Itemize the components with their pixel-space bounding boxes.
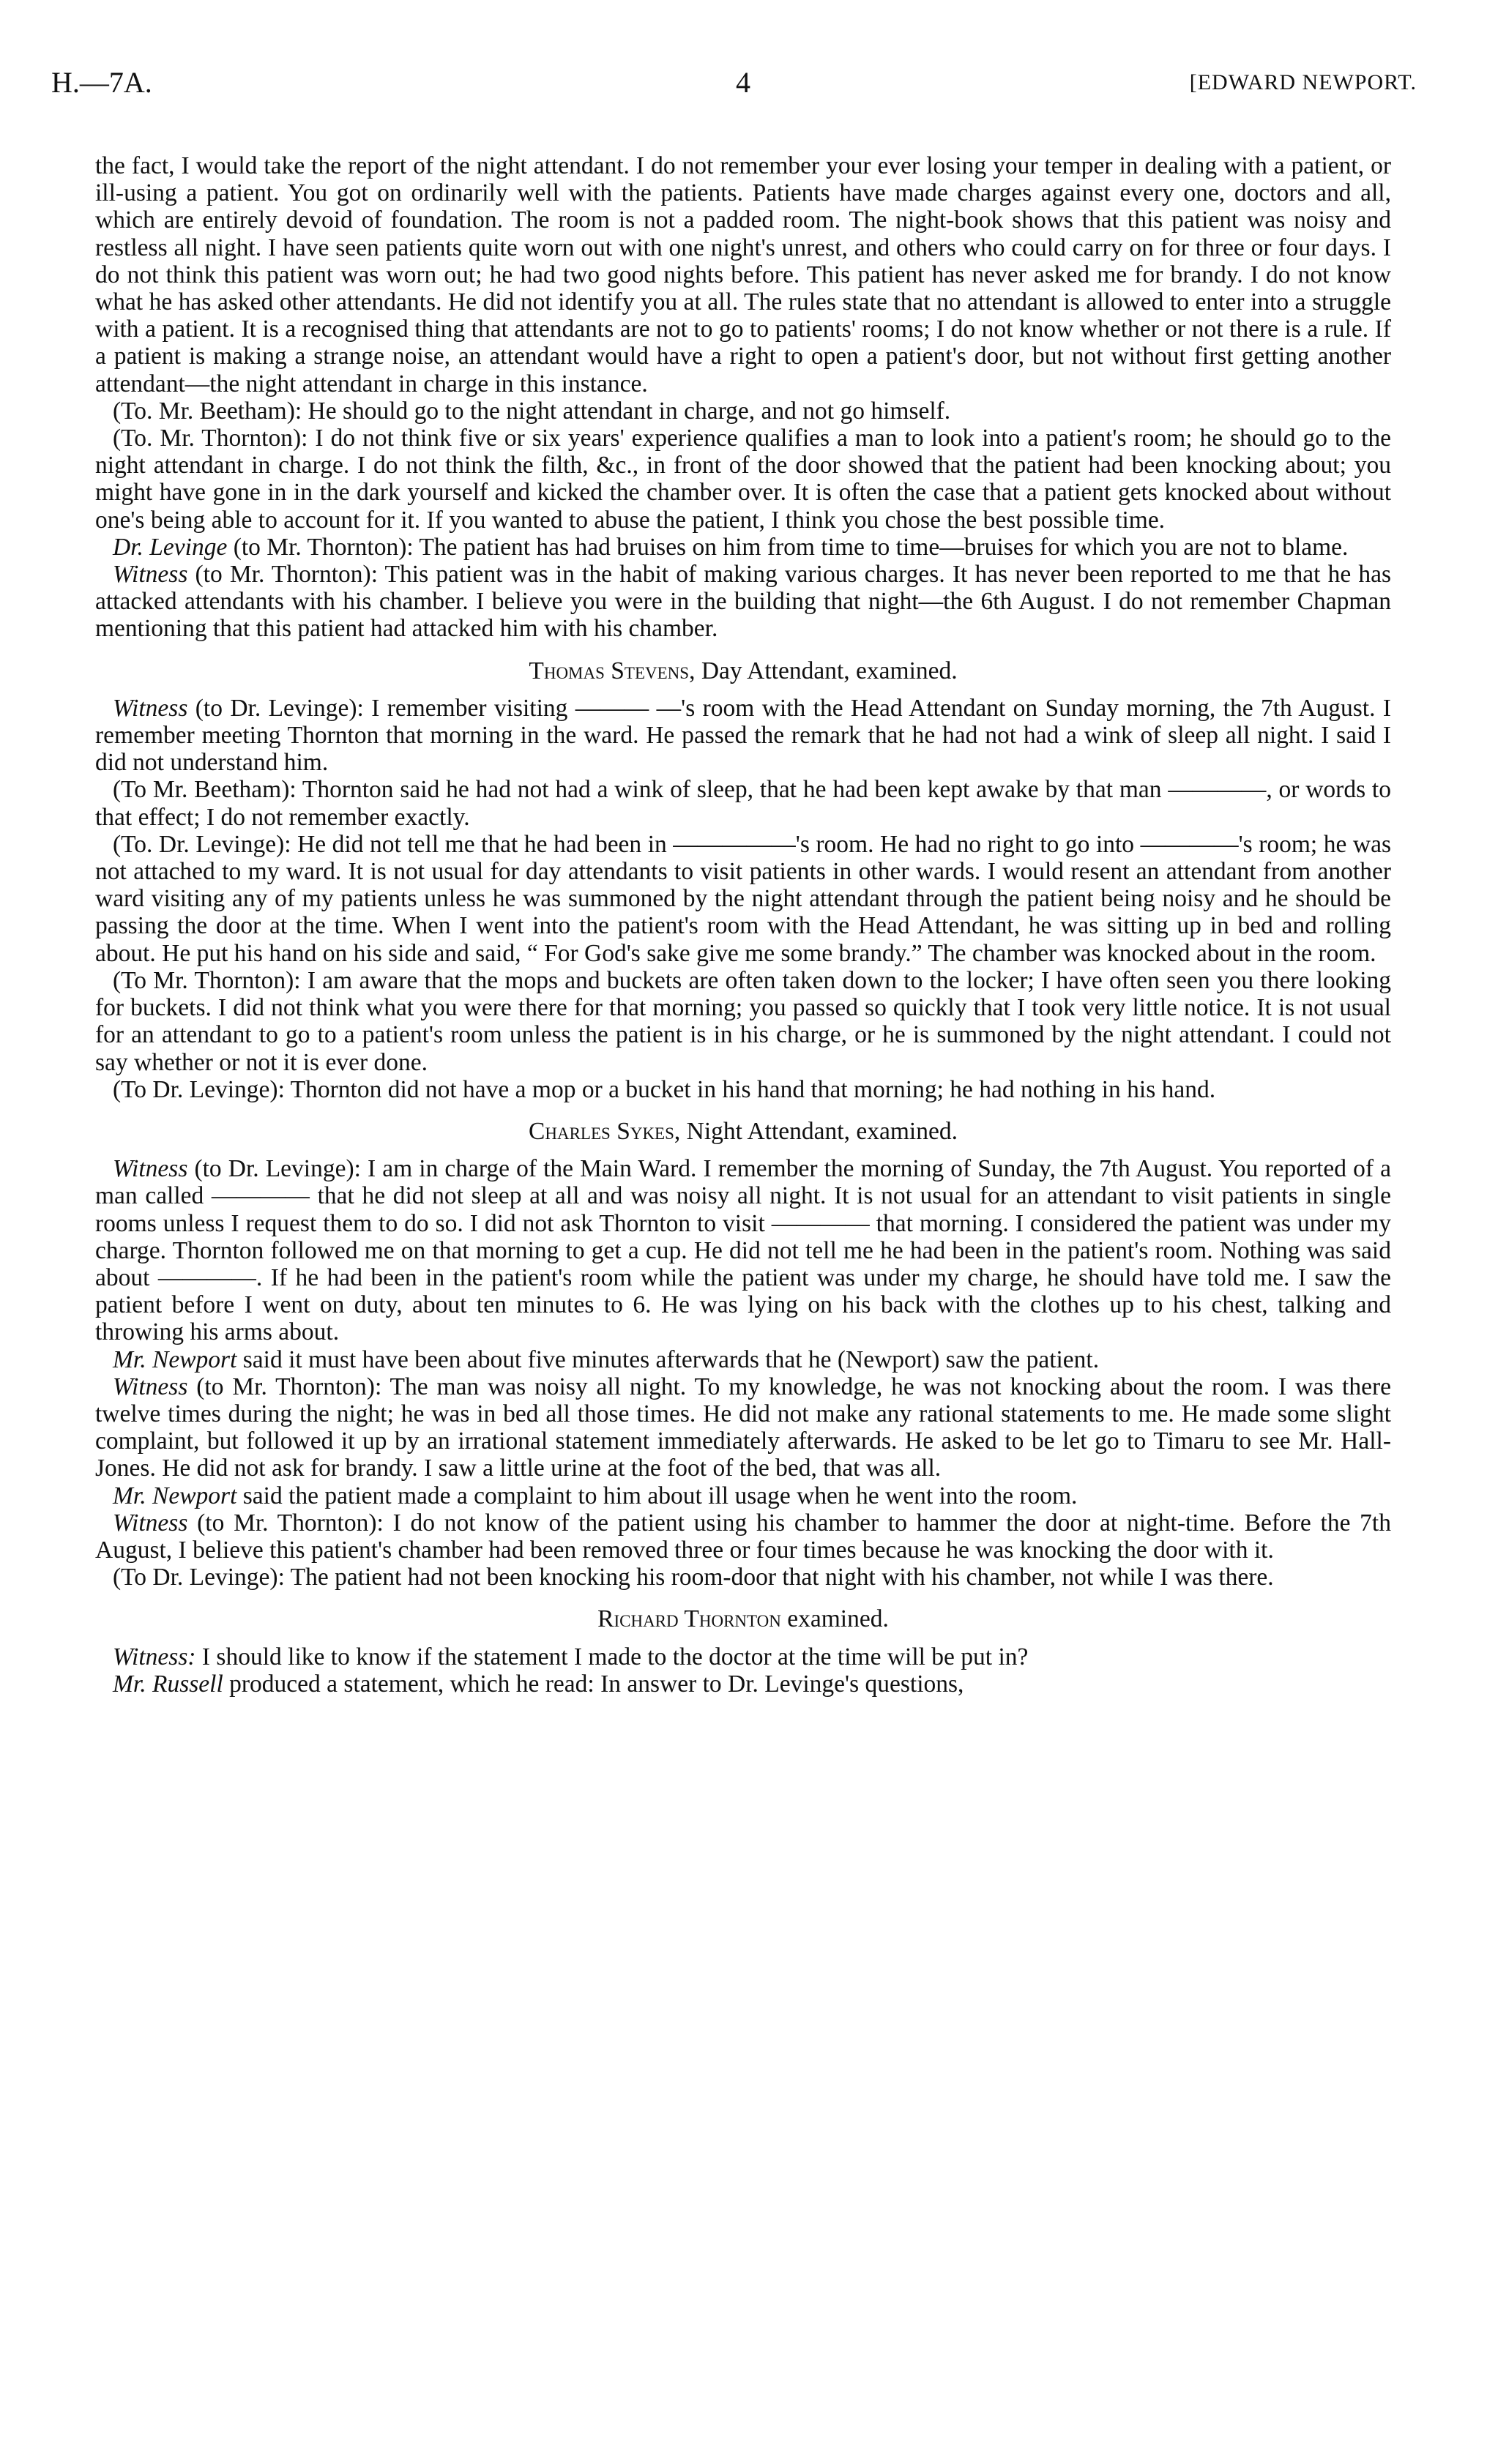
section-heading	[95, 1605, 1391, 1632]
witness-name: Charles Sykes	[529, 1117, 674, 1145]
paragraph: the fact, I would take the report of the night attendant. I do not remember your ever losing your temper in dealing with a patient, or ill-using a patient. You got on ordinarily well with the patients. Patients have made charges against every one, doctors and all, which are entirely devoid of foundation. The room is not a padded room. The night-book shows that this patient was noisy and restless all night. I have seen patients quite worn out with one night's unrest, and others who could carry on for three or four days. I do not think this patient was worn out; he had two good nights before. This patient has never asked me for brandy. I do not know what he has asked other attendants. He did not identify you at all. The rules state that no attendant is allowed to enter into a struggle with a patient. It is a recognised thing that attendants are not to go to patients' rooms; I do not know whether or not there is a rule. If a patient is making a strange noise, an attendant would have a right to open a patient's door, but not without first getting another attendant—the night attendant in charge in this instance.	[95, 152, 1391, 397]
speaker-name: Mr. Russell	[113, 1670, 223, 1698]
speaker-name: Mr. Newport	[113, 1345, 237, 1373]
speaker-name: Witness	[113, 1509, 188, 1537]
paragraph	[95, 695, 1391, 777]
paragraph-text: (to Mr. Thornton): I do not know of the patient using his chamber to hammer the door at night-time. Before the 7th August, I believe this patient's chamber had been removed three or four times because he was knocking the door with it.	[95, 1509, 1391, 1564]
paragraph: (To Mr. Thornton): I am aware that the mops and buckets are often taken down to the locker; I have often seen you there looking for buckets. I did not think what you were there for that morning; you passed so quickly that I took very little notice. It is not usual for an attendant to go to a patient's room unless the patient is in his charge, or he is summoned by the night attendant. I could not say whether or not it is ever done.	[95, 966, 1391, 1076]
paragraph: (To Dr. Levinge): The patient had not been knocking his room-door that night with his chamber, not while I was there.	[113, 1564, 1274, 1591]
paragraph-text: produced a statement, which he read: In answer to Dr. Levinge's questions,	[223, 1670, 964, 1698]
body-text	[95, 152, 1391, 1698]
speaker-name: Witness	[113, 561, 188, 589]
paragraph: (To Dr. Levinge): Thornton did not have a mop or a bucket in his hand that morning; he had nothing in his hand.	[113, 1075, 1216, 1103]
paragraph-text: I should like to know if the statement I made to the doctor at the time will be put in?	[195, 1643, 1029, 1670]
page-header	[51, 64, 1417, 123]
paragraph	[95, 1346, 1391, 1373]
speaker-name: Mr. Newport	[113, 1482, 237, 1509]
paragraph	[95, 1643, 1391, 1670]
paragraph-text: (to Mr. Thornton): The patient has had bruises on him from time to time—bruises for which you are not to blame.	[227, 533, 1349, 561]
paragraph	[95, 1670, 1391, 1698]
paragraph	[95, 534, 1391, 561]
paragraph-text: (to Mr. Thornton): This patient was in the habit of making various charges. It has never been reported to me that he has attacked attendants with his chamber. I believe you were in the building that night—the 6th August. I do not remember Chapman mentioning that this patient had attacked him with his chamber.	[95, 561, 1391, 643]
section-heading	[95, 1118, 1391, 1145]
paragraph	[95, 1373, 1391, 1482]
paragraph-text: said it must have been about five minutes afterwards that he (Newport) saw the patient.	[236, 1345, 1100, 1373]
speaker-name: Witness	[113, 1155, 188, 1183]
witness-role: , Day Attendant, examined.	[689, 657, 958, 684]
section-heading	[95, 657, 1391, 684]
speaker-name: Witness:	[113, 1643, 196, 1670]
running-head: [EDWARD NEWPORT.	[1189, 70, 1417, 94]
speaker-name: Witness	[113, 1373, 188, 1400]
paragraph-text: (to Dr. Levinge): I am in charge of the Main Ward. I remember the morning of Sunday, the 7th August. You reported of a man called ———— that he did not sleep at all and was noisy all night. It is not usual for an attendant to visit patients in single rooms unless I request them to do so. I did not ask Thornton to visit ———— that morning. I considered the patient was under my charge. Thornton followed me on that morning to get a cup. He did not tell me he had been in the patient's room. Nothing was said about ————. If he had been in the patient's room while the patient was under my charge, he should have told me. I saw the patient before I went on duty, about ten minutes to 6. He was lying on his back with the clothes up to his chest, talking and throwing his arms about.	[95, 1155, 1391, 1346]
paragraph: (To Mr. Beetham): Thornton said he had not had a wink of sleep, that he had been kept awake by that man ————, or words to that effect; I do not remember exactly.	[95, 776, 1391, 831]
paragraph	[95, 1155, 1391, 1345]
paragraph: (To. Dr. Levinge): He did not tell me that he had been in —————'s room. He had no right to go into ————'s room; he was not attached to my ward. It is not usual for day attendants to visit patients in other wards. I would resent an attendant from another ward visiting any of my patients unless he was summoned by the night attendant through the patient being noisy and he should be passing the door at the time. When I went into the patient's room with the Head Attendant, he was sitting up in bed and rolling about. He put his hand on his side and said, “ For God's sake give me some brandy.” The chamber was knocked about in the room.	[95, 830, 1391, 967]
paragraph	[95, 561, 1391, 643]
witness-role: , Night Attendant, examined.	[674, 1117, 958, 1145]
paragraph-text: (to Dr. Levinge): I remember visiting ——— —'s room with the Head Attendant on Sunday morning, the 7th August. I remember meeting Thornton that morning in the ward. He passed the remark that he had not had a wink of sleep all night. I said I did not understand him.	[95, 694, 1391, 777]
paragraph: (To. Mr. Thornton): I do not think five or six years' experience qualifies a man to look into a patient's room; he should go to the night attendant in charge. I do not think the filth, &c., in front of the door showed that the patient had been knocking about; you might have gone in in the dark yourself and kicked the chamber over. It is often the case that a patient gets knocked about without one's being able to account for it. If you wanted to abuse the patient, I think you chose the best possible time.	[95, 425, 1391, 534]
document-code: H.—7A.	[51, 66, 152, 99]
speaker-name: Witness	[113, 694, 188, 722]
speaker-name: Dr. Levinge	[113, 533, 228, 561]
page-number: 4	[736, 66, 750, 99]
paragraph	[95, 1509, 1391, 1564]
witness-name: Richard Thornton	[597, 1605, 781, 1633]
paragraph-text: said the patient made a complaint to him about ill usage when he went into the room.	[236, 1482, 1078, 1509]
witness-name: Thomas Stevens	[529, 657, 690, 684]
paragraph: (To. Mr. Beetham): He should go to the night attendant in charge, and not go himself.	[113, 397, 951, 425]
document-page	[51, 0, 1417, 2464]
paragraph	[95, 1482, 1391, 1509]
paragraph-text: (to Mr. Thornton): The man was noisy all night. To my knowledge, he was not knocking about the room. I was there twelve times during the night; he was in bed all those times. He did not make any rational statements to me. He made some slight complaint, but followed it up by an irrational statement immediately afterwards. He asked to be let go to Timaru to see Mr. Hall-Jones. He did not ask for brandy. I saw a little urine at the foot of the bed, that was all.	[95, 1373, 1391, 1482]
witness-role: examined.	[780, 1605, 889, 1633]
